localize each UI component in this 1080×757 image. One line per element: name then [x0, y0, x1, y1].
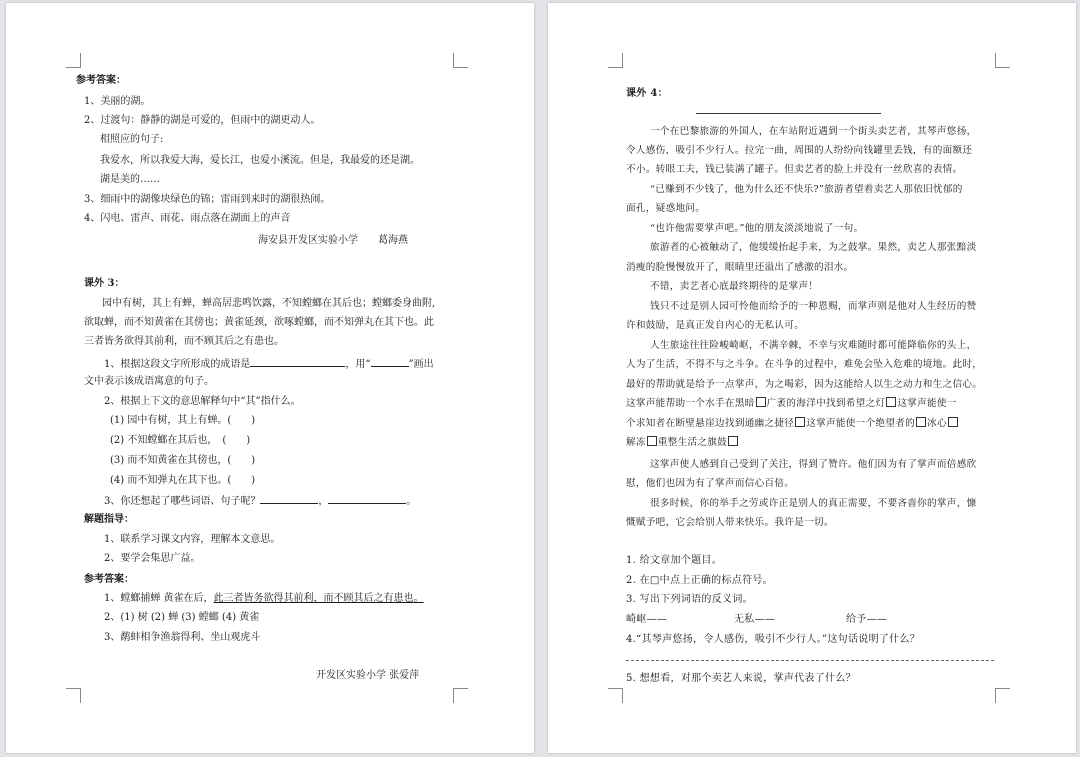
document-page-left	[6, 3, 534, 753]
passage-line: 很多时候，你的举手之劳或许正是别人的真正需要，不要吝啬你的掌声，慷	[650, 498, 977, 509]
answer2-line: 2、(1) 树 (2) 蝉 (3) 螳螂 (4) 黄雀	[104, 612, 260, 623]
question-1-text: ”画出	[408, 359, 434, 370]
crop-mark	[66, 53, 81, 68]
punctuation-box[interactable]	[886, 397, 896, 407]
passage-line: 人生旅途往往险峻崎岖，不满辛棘，不幸与灾难随时都可能降临你的头上，	[650, 340, 977, 351]
passage-line: 这掌声使人感到自己受到了关注，得到了赞许。他们因为有了掌声而倍感欣	[650, 459, 977, 470]
crop-mark	[453, 688, 468, 703]
crop-mark	[608, 53, 623, 68]
passage-text: 这掌声能使一	[897, 398, 957, 409]
crop-mark	[66, 688, 81, 703]
passage-line: “已赚到不少钱了，他为什么还不快乐?”旅游者望着卖艺人那依旧忧郁的	[650, 184, 963, 195]
passage-text: 这掌声能使一个绝望者的	[806, 418, 916, 429]
answer-blank[interactable]	[328, 493, 406, 504]
crop-mark	[995, 53, 1010, 68]
passage-line-with-boxes	[626, 417, 959, 431]
passage-line: 最好的帮助就是给予一点掌声，为之喝彩，因为这能给人以生之动力和生之信心。	[626, 379, 983, 390]
answer-line: 相照应的句子:	[100, 134, 164, 145]
exercise-question: 2. 在□中点上正确的标点符号。	[626, 575, 773, 586]
answer2-line: 3、鹬蚌相争渔翁得利、坐山观虎斗	[104, 632, 261, 643]
antonym-item: 给予——	[846, 614, 888, 625]
crop-mark	[608, 688, 623, 703]
question-2-item: (3) 而不知黄雀在其傍也，( )	[110, 455, 256, 466]
question-1	[104, 356, 434, 372]
exercise-question: 1. 给文章加个题目。	[626, 555, 723, 566]
passage-line: 消瘦的脸慢慢放开了，眼睛里还溢出了感激的泪水。	[626, 262, 854, 273]
passage-line: 许和鼓励，是真正发自内心的无私认可。	[626, 320, 805, 331]
title-blank-line[interactable]	[696, 113, 881, 114]
guide-line: 1、联系学习课文内容，理解本文意思。	[104, 534, 281, 545]
question-2-item: (4) 而不知弹丸在其下也。( )	[110, 475, 256, 486]
answer2-line	[104, 592, 424, 606]
answer-line: 1、美丽的湖。	[84, 96, 151, 107]
passage-line: 园中有树，其上有蝉，蝉高居悲鸣饮露，不知螳螂在其后也；螳螂委身曲附,	[102, 298, 436, 309]
exercise-question: 5. 想想看，对那个卖艺人来说，掌声代表了什么？	[626, 673, 856, 684]
answer-line: 我爱水，所以我爱大海，爱长江，也爱小溪流。但是，我最爱的还是湖。	[100, 155, 420, 166]
passage-line: 三者皆务欲得其前利，而不顾其后之有患也。	[84, 336, 284, 347]
crop-mark	[453, 53, 468, 68]
question-2-item: (1) 园中有树，其上有蝉。( )	[110, 415, 256, 426]
extra4-heading: 课外 4：	[626, 88, 668, 99]
question-3-text: 。	[406, 496, 417, 507]
guide-heading: 解题指导：	[84, 514, 134, 525]
question-2: 2、根据上下文的意思解释句中“其”指什么。	[104, 396, 301, 407]
passage-line: 钱只不过是别人园可怜他而给予的一种恩赐，而掌声则是他对人生经历的赞	[650, 301, 977, 312]
question-3-text: ，	[318, 496, 329, 507]
passage-text: 广袤的海洋中找到希望之灯	[766, 398, 886, 409]
answer2-underlined: 此三者皆务欲得其前利，而不顾其后之有患也。	[213, 593, 424, 604]
antonym-item: 无私——	[734, 614, 776, 625]
exercise-question: 4.“其琴声悠扬，令人感伤，吸引不少行人。”这句话说明了什么？	[626, 634, 921, 645]
passage-line: 慰，他们也因为有了掌声而信心百倍。	[626, 478, 795, 489]
guide-line: 2、要学会集思广益。	[104, 553, 201, 564]
answer-line: 2、过渡句：静静的湖是可爱的，但雨中的湖更动人。	[84, 115, 321, 126]
question-1-text: ，用“	[345, 359, 371, 370]
answers-heading: 参考答案：	[76, 75, 126, 86]
passage-text: 解冻	[626, 437, 646, 448]
exercise-question: 3. 写出下列词语的反义词。	[626, 594, 753, 605]
answer-blank[interactable]	[250, 356, 345, 367]
punctuation-box[interactable]	[795, 417, 805, 427]
author-line: 开发区实验小学 张爱萍	[316, 670, 420, 681]
punctuation-box[interactable]	[756, 397, 766, 407]
punctuation-box[interactable]	[647, 436, 657, 446]
passage-line-with-boxes	[626, 436, 739, 450]
passage-text: 个求知者在断壁悬崖边找到通幽之捷径	[626, 418, 795, 429]
document-page-right	[548, 3, 1076, 753]
question-1-cont: 文中表示该成语寓意的句子。	[84, 376, 214, 387]
answer2-text: 1、螳螂捕蝉 黄雀在后，	[104, 593, 214, 604]
punctuation-box[interactable]	[916, 417, 926, 427]
passage-line-with-boxes	[626, 397, 957, 411]
passage-line: 不小。转眼工夫，钱已装满了罐子。但卖艺者的脸上并没有一丝欣喜的表情。	[626, 164, 963, 175]
passage-line: 旅游者的心被触动了，他缓缓抬起手来，为之鼓掌。果然，卖艺人那张黯淡	[650, 242, 977, 253]
passage-line: 不错，卖艺者心底最终期待的是掌声！	[650, 281, 819, 292]
passage-line: 面孔，疑惑地问。	[626, 203, 706, 214]
answer-blank[interactable]	[371, 356, 409, 367]
antonym-item: 崎岖——	[626, 614, 668, 625]
punctuation-box[interactable]	[728, 436, 738, 446]
passage-text: 重整生活之旗鼓	[657, 437, 728, 448]
answers2-heading: 参考答案：	[84, 574, 134, 585]
passage-text: 这掌声能帮助一个水手在黑暗	[626, 398, 755, 409]
author-line: 海安县开发区实验小学 葛海燕	[258, 235, 408, 246]
question-1-text: 1、根据这段文字所形成的成语是	[104, 359, 251, 370]
answer-line-dashed[interactable]	[626, 660, 994, 661]
answer-line: 3、细雨中的湖像块绿色的锦；雷雨到来时的湖很热闹。	[84, 194, 331, 205]
passage-line: 令人感伤，吸引不少行人。拉完一曲，周围的人纷纷向钱罐里丢钱，有的面额还	[626, 145, 973, 156]
answer-blank[interactable]	[260, 493, 318, 504]
crop-mark	[995, 688, 1010, 703]
extra3-heading: 课外 3：	[84, 278, 125, 289]
question-3	[104, 493, 416, 509]
question-3-text: 3、你还想起了哪些词语、句子呢？	[104, 496, 261, 507]
passage-line: 慨赋予吧，它会给别人带来快乐。我许是一切。	[626, 517, 834, 528]
question-2-item: (2) 不知螳螂在其后也， ( )	[110, 435, 251, 446]
passage-line: 一个在巴黎旅游的外国人，在车站附近遇到一个街头卖艺者，其琴声悠扬，	[650, 126, 977, 137]
answer-line: 4、闪电、雷声、雨花、雨点落在湖面上的声音	[84, 213, 291, 224]
answer-line: 湖是美的……	[100, 174, 160, 185]
passage-text: 冰心	[927, 418, 947, 429]
punctuation-box[interactable]	[948, 417, 958, 427]
passage-line: 人为了生活，不得不与之斗争。在斗争的过程中，难免会坠入危难的境地。此时，	[626, 359, 983, 370]
passage-line: “也许他需要掌声吧。”他的朋友淡淡地说了一句。	[650, 223, 864, 234]
passage-line: 欲取蝉，而不知黄雀在其傍也；黄雀延颈，欲啄螳螂，而不知弹丸在其下也。此	[84, 317, 434, 328]
